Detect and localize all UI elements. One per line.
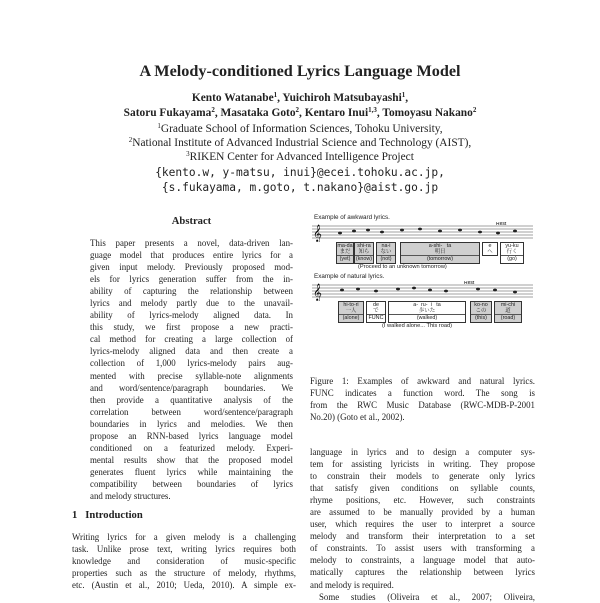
text-line: and melody is required. (310, 579, 394, 590)
lyric-cell-text: a- ru- i ta 歩いた (413, 302, 441, 315)
text-line: then provide a quantitative analysis of the (90, 394, 293, 405)
author-line-2 (0, 107, 600, 119)
lyric-cell (470, 301, 492, 323)
section-heading-introduction (72, 510, 143, 521)
author-separator: , (376, 107, 383, 119)
lyric-cell-gloss: (go) (501, 255, 523, 262)
text-line: guage model that produces entire lyrics for a (90, 250, 293, 261)
author-affiliation-marker: 2 (472, 106, 477, 114)
lyric-cell (354, 242, 374, 264)
text-line: that satisfy given conditions on syllable counts, (310, 483, 535, 494)
lyric-cell-gloss: (not) (377, 255, 395, 262)
text-line: language in lyrics and to design a computer sys- (310, 447, 535, 457)
text-line: generates fluent lyrics while maintaining the (90, 466, 293, 477)
lyric-cell-gloss: (yet) (337, 255, 353, 262)
lyric-cell-text: de で (373, 302, 379, 315)
figure-1 (310, 214, 535, 344)
lyric-cell (482, 242, 498, 256)
text-line: compatibility between boundaries of lyrics (90, 478, 293, 489)
text-line: correlation between word/sentence/paragraph (90, 406, 293, 417)
lyric-cell-gloss: (this) (471, 314, 491, 321)
lyric-cell-text: na-i ない (380, 243, 392, 256)
lyric-cell (336, 242, 354, 264)
text-line: This paper presents a novel, data-driven lan- (90, 238, 293, 248)
author-name: Kentaro Inui (304, 107, 369, 119)
text-line: lyrics and melody partly due to the unavail- (90, 298, 293, 309)
treble-clef-icon: 𝄞 (313, 283, 322, 301)
lyric-cell-gloss: (know) (355, 256, 373, 263)
notes-awkward (338, 228, 517, 235)
text-line: Some studies (Oliveira et al., 2007; Oliveira, (319, 591, 535, 602)
lyric-cell (388, 301, 466, 323)
section-number: 1 (72, 510, 78, 521)
text-line: etc. (Austin et al., 2010; Ueda, 2010). A simple ex- (72, 580, 296, 591)
affiliation-1-sup: 1 (157, 122, 161, 130)
lyric-cell-text: e へ (487, 243, 493, 256)
lyric-cell (338, 301, 364, 323)
lyric-cell-gloss: (tomorrow) (401, 255, 479, 262)
text-line: and word/sentence/paragraph boundaries. We (90, 382, 293, 393)
author-affiliation-marker: 2 (211, 106, 215, 114)
text-line: from the RWC Music Database (RWC-MDB-P-2001 (310, 400, 535, 411)
text-line: of constraints. To assist users with transforming a (310, 543, 535, 554)
lyric-cell-gloss: (alone) (339, 314, 363, 321)
figure-label-natural: Example of natural lyrics. (314, 273, 385, 280)
author-affiliation-marker: 2 (295, 106, 300, 114)
text-line: FUNC indicates a function word. The song is (310, 388, 535, 399)
text-line: given input melody. Previously proposed mod- (90, 262, 293, 273)
author-name: Satoru Fukayama (123, 107, 212, 119)
staff-natural (310, 281, 535, 301)
text-line: user, which requires the user to interpret a source (310, 519, 535, 530)
lyric-cell-text: a-shi- ta 明日 (428, 243, 452, 256)
lyric-cell (494, 301, 522, 323)
text-line: propose an RNN-based lyrics language model (90, 430, 293, 441)
text-line: lyrics-melody aligned data and then create a (90, 346, 293, 357)
author-separator: , (299, 107, 305, 119)
lyric-cell (376, 242, 396, 264)
section-title: Introduction (85, 510, 143, 521)
awkward-translation: (Proceed to an unknown tomorrow) (358, 264, 447, 270)
text-line: boundaries in lyrics and melodies. We then (90, 418, 293, 429)
affiliation-1-text: Graduate School of Information Sciences, Tohoku University, (160, 123, 443, 135)
author-name: Yuichiroh Matsubayashi (282, 92, 402, 104)
abstract-heading: Abstract (171, 216, 212, 227)
email-line-2[interactable]: {s.fukayama, m.goto, t.nakano}@aist.go.jp (161, 181, 439, 194)
lyric-cell-text: ma-da まだ (337, 243, 353, 256)
text-line: mental results show that the proposed model (90, 454, 293, 465)
rest-label-natural: Rest (464, 281, 475, 286)
treble-clef-icon: 𝄞 (313, 224, 322, 242)
paper-title: A Melody-conditioned Lyrics Language Model (139, 62, 461, 80)
text-line: task. Unlike prose text, writing lyrics requires both (72, 544, 296, 555)
introduction-body (72, 531, 296, 591)
author-name: Kento Watanabe (191, 92, 274, 104)
email-line-1[interactable]: {kento.w, y-matsu, inui}@ecei.tohoku.ac.jp, (155, 166, 445, 179)
text-line: are assumed to be manually provided by a human (310, 507, 535, 518)
text-line: ability of lyrics-melody aligned data. In (90, 310, 293, 321)
text-line: rhyme positions, etc. However, such constraints (310, 495, 535, 506)
text-line: els for lyrics generation suffer from the in- (90, 274, 293, 285)
affiliation-2-sup: 2 (128, 136, 133, 144)
lyric-cell-text: shi-ra 知ら (357, 243, 371, 256)
figure-caption (310, 375, 535, 423)
lyric-cell (400, 242, 480, 264)
lyric-cell (500, 242, 524, 264)
author-separator: , (405, 92, 409, 104)
text-line: conditioned on a featurized melody. Experi- (90, 442, 293, 453)
rest-label-awkward: Rest (496, 222, 507, 227)
text-line: melody and transform their interpretation to a set (310, 531, 535, 542)
lyric-cell-gloss: (road) (495, 314, 521, 321)
text-line: and melody structures. (90, 490, 171, 501)
affiliation-1 (0, 123, 600, 135)
author-affiliation-marker: 1,3 (368, 106, 377, 114)
lyric-cell-text: hi-to-ri 一人 (343, 302, 359, 315)
affiliation-2-text: National Institute of Advanced Industrial Science and Technology (AIST), (132, 137, 472, 149)
text-line: this study, we first propose a new practi- (90, 322, 293, 333)
text-line: melody to constraints, a language model that auto- (310, 555, 535, 566)
lyric-cell-gloss: FUNC (368, 315, 384, 322)
text-line: ability of capturing the relationship between (90, 286, 293, 297)
lyric-cell-text: yu-ku 行く (505, 243, 519, 256)
figure-label-awkward: Example of awkward lyrics. (314, 214, 390, 221)
text-line: to constrain their models to generate only lyrics (310, 471, 535, 482)
lyric-cell-gloss: (walked) (389, 314, 465, 321)
text-line: cal method for creating a large collection of (90, 334, 293, 345)
text-line: Figure 1: Examples of awkward and natural lyrics. (310, 376, 535, 386)
lyric-cell-text: ko-no この (474, 302, 488, 315)
right-column-body (310, 446, 535, 603)
staff-awkward (310, 222, 535, 242)
author-separator: , (277, 92, 283, 104)
author-name: Tomoyasu Nakano (382, 107, 473, 119)
natural-translation: (I walked alone... This road) (382, 323, 453, 329)
text-line: Writing lyrics for a given melody is a challenging (72, 532, 296, 542)
text-line: knowledge and consideration of music-specific (72, 556, 296, 567)
notes-natural (340, 287, 517, 294)
lyric-cell (366, 301, 386, 323)
text-line: properties such as the structure of melody, rhythms, (72, 568, 296, 579)
text-line: tem for assisting lyricists in writing. They propose (310, 459, 535, 470)
author-affiliation-marker: 1 (273, 91, 278, 99)
text-line: mented with precise syllable-note alignments (90, 370, 293, 381)
affiliation-3-text: RIKEN Center for Advanced Intelligence Project (189, 151, 414, 163)
author-affiliation-marker: 1 (401, 91, 406, 99)
text-line: collection of 1,000 lyrics-melody pairs aug- (90, 358, 293, 369)
author-line-1 (0, 92, 600, 104)
author-separator: , (214, 107, 221, 119)
author-name: Masataka Goto (220, 107, 296, 119)
affiliation-2 (0, 137, 600, 149)
lyric-cell-text: mi-chi 道 (500, 302, 516, 315)
affiliation-3-sup: 3 (186, 150, 190, 158)
abstract-body (90, 237, 293, 502)
text-line: No.20) (Goto et al., 2002). (310, 412, 405, 423)
text-line: matically captures the relationship between lyrics (310, 567, 535, 578)
affiliation-3 (0, 151, 600, 163)
